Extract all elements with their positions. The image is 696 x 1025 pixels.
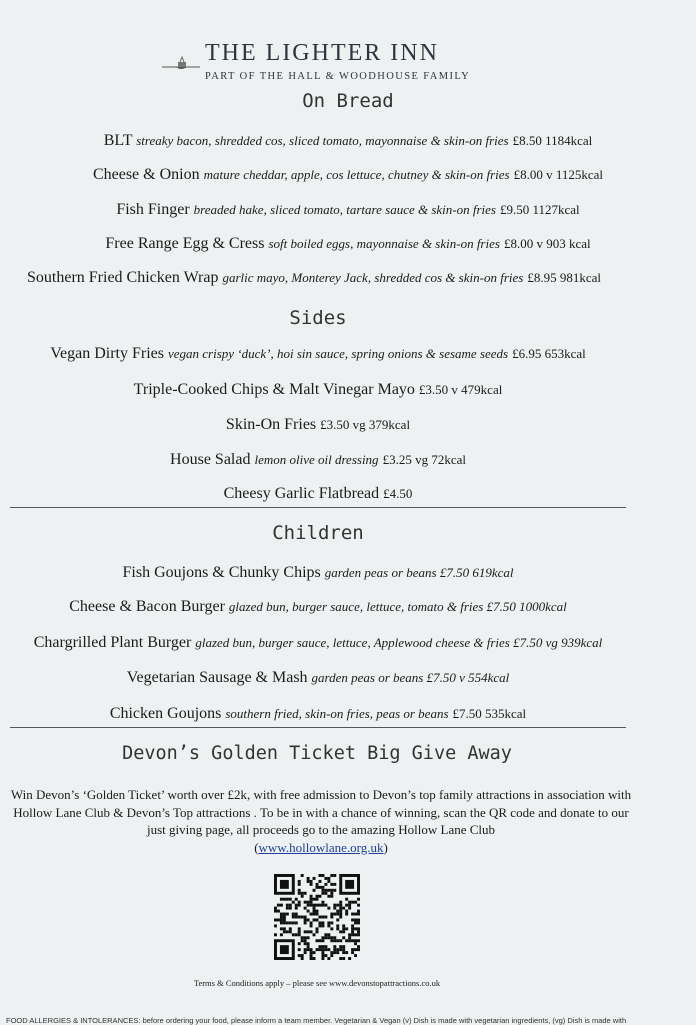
- dish-price: £3.50 v 479kcal: [418, 382, 503, 397]
- terms-text: Terms & Conditions apply – please see www.devonstopattractions.co.uk: [193, 978, 441, 988]
- dish-price: £7.50 535kcal: [452, 706, 527, 721]
- section-title-children: Children: [272, 522, 364, 544]
- restaurant-title: THE LIGHTER INN: [205, 40, 439, 66]
- dish-house-salad: [0, 451, 666, 469]
- dish-desc: streaky bacon, shredded cos, sliced tomato, mayonnaise & skin-on fries: [136, 133, 509, 148]
- divider: [10, 507, 626, 508]
- dish-name: Free Range Egg & Cress: [105, 235, 265, 252]
- promo-link-open: (: [254, 839, 259, 855]
- dish-price: £8.00 v 1125kcal: [513, 167, 604, 182]
- dish-cheese-onion: [0, 166, 696, 184]
- dish-name: Cheese & Onion: [92, 166, 200, 183]
- dish-triple-cooked-chips: [0, 381, 666, 399]
- dish-name: Chicken Goujons: [109, 705, 222, 722]
- dish-desc: garden peas or beans £7.50 619kcal: [324, 565, 514, 580]
- dish-name: Triple-Cooked Chips & Malt Vinegar Mayo: [133, 381, 415, 398]
- dish-name: Southern Fried Chicken Wrap: [27, 269, 219, 286]
- dish-chicken-goujons: [0, 705, 666, 723]
- dish-desc: garlic mayo, Monterey Jack, shredded cos & skin-on fries: [222, 270, 524, 285]
- dish-fish-goujons: [0, 564, 666, 582]
- dish-name: Vegetarian Sausage & Mash: [126, 669, 308, 686]
- dish-price: £8.50 1184kcal: [512, 133, 593, 148]
- section-title-on-bread: On Bread: [302, 90, 394, 112]
- dish-name: Vegan Dirty Fries: [50, 345, 164, 362]
- dish-name: BLT: [103, 132, 133, 149]
- dish-price: £8.95 981kcal: [527, 270, 601, 285]
- dish-name: Skin-On Fries: [225, 416, 317, 433]
- dish-skin-on-fries: [0, 416, 666, 434]
- dish-name: Fish Goujons & Chunky Chips: [122, 564, 321, 581]
- dish-name: Fish Finger: [116, 201, 190, 218]
- promo-body: [8, 786, 634, 856]
- dish-desc: breaded hake, sliced tomato, tartare sauce & skin-on fries: [193, 202, 496, 217]
- dish-plant-burger: [0, 634, 666, 652]
- dish-price: £3.25 vg 72kcal: [382, 452, 466, 467]
- dish-price: £3.50 vg 379kcal: [320, 417, 411, 432]
- dish-cheese-bacon-burger: [0, 598, 666, 616]
- allergy-footer: FOOD ALLERGIES & INTOLERANCES: before ordering your food, please inform a team member. Vegetarian & Vegan (v) Dish is made with vegetarian ingredients, (vg) Dish is made with: [6, 1016, 627, 1025]
- dish-veg-sausage-mash: [0, 669, 666, 687]
- dish-desc: soft boiled eggs, mayonnaise & skin-on fries: [268, 236, 500, 251]
- qr-code-icon[interactable]: [274, 874, 360, 960]
- divider: [10, 727, 626, 728]
- dish-desc: glazed bun, burger sauce, lettuce, Applewood cheese & fries £7.50 vg 939kcal: [195, 635, 603, 650]
- dish-desc: garden peas or beans £7.50 v 554kcal: [311, 670, 510, 685]
- hollowlane-link[interactable]: www.hollowlane.org.uk: [258, 839, 384, 855]
- dish-price: £8.00 v 903 kcal: [503, 236, 591, 251]
- dish-desc: mature cheddar, apple, cos lettuce, chutney & skin-on fries: [203, 167, 510, 182]
- dish-egg-cress: [0, 235, 696, 253]
- dish-chicken-wrap: [0, 269, 662, 287]
- dish-name: House Salad: [170, 451, 251, 468]
- promo-title: Devon’s Golden Ticket Big Give Away: [122, 743, 512, 764]
- dish-fish-finger: [0, 201, 696, 219]
- dish-blt: [0, 132, 696, 150]
- dish-name: Chargrilled Plant Burger: [33, 634, 192, 651]
- dish-desc: glazed bun, burger sauce, lettuce, tomato & fries £7.50 1000kcal: [228, 599, 567, 614]
- promo-text: Win Devon’s ‘Golden Ticket’ worth over £2k, with free admission to Devon’s top family attractions in association with Hollow Lane Club & Devon’s Top attractions . To be in with a chance of winning, scan the QR code and donate to our just giving page, all proceeds go to the amazing Hollow Lane Club: [10, 787, 632, 837]
- promo-link-close: ): [383, 839, 388, 855]
- dish-desc: southern fried, skin-on fries, peas or beans: [225, 706, 449, 721]
- boat-logo-icon: [160, 55, 202, 75]
- dish-name: Cheesy Garlic Flatbread: [223, 485, 380, 502]
- dish-desc: vegan crispy ‘duck’, hoi sin sauce, spring onions & sesame seeds: [168, 346, 509, 361]
- dish-price: £6.95 653kcal: [512, 346, 586, 361]
- dish-price: £4.50: [383, 486, 413, 501]
- section-title-sides: Sides: [289, 307, 347, 329]
- dish-desc: lemon olive oil dressing: [254, 452, 379, 467]
- dish-cheesy-flatbread: [0, 485, 666, 503]
- dish-price: £9.50 1127kcal: [500, 202, 580, 217]
- dish-vegan-dirty-fries: [0, 345, 666, 363]
- dish-name: Cheese & Bacon Burger: [69, 598, 225, 615]
- restaurant-subtitle: PART OF THE HALL & WOODHOUSE FAMILY: [205, 71, 471, 82]
